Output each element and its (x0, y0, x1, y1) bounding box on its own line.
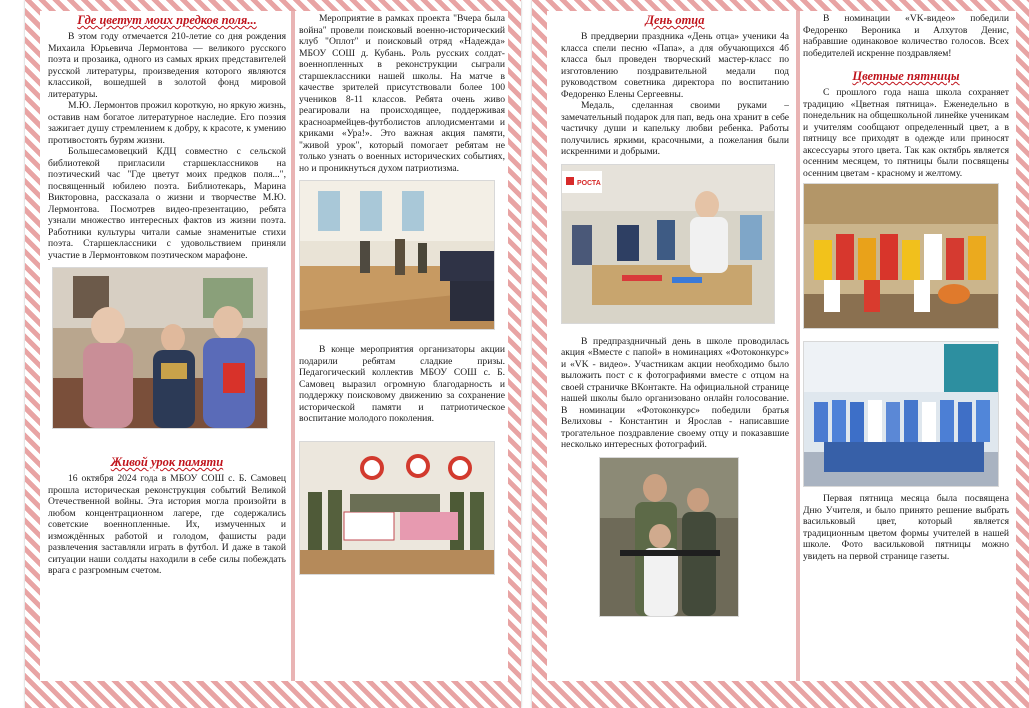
photo-team-banner (299, 441, 495, 575)
banner-rosta: РОСТА (577, 179, 601, 187)
photo-library-event (52, 267, 268, 429)
photo-father-with-sons (599, 457, 739, 617)
photo-gym-reconstruction (299, 180, 495, 330)
page-right-content (547, 11, 1016, 681)
photo-autumn-friday (803, 183, 999, 329)
paragraph: Медаль, сделанная своими руками – замечательный подарок для пап, ведь она хранит в себе частичку души и капельку любви ребенка. Работы получились яркими, красочными, а пожелания были искренними и добрыми. (561, 100, 789, 157)
paragraph: 16 октября 2024 года в МБОУ СОШ с. Б. Самовец прошла историческая реконструкция событий Великой Отечественной войны. Эта история могла произойти в любом концентрационном лагере, где содержались советские военнопленные. Их, измученных и измождённых работой и голодом, фашисты ради развлечения заставляли играть в футбол. И даже в такой ситуации наши солдаты находили в себе силы побеждать врага с разгромным счетом. (48, 473, 286, 576)
paragraph: В номинации «VK-видео» победили Федоренко Вероника и Алхутов Денис, набравшие одинаковое количество голосов. Всех победителей искренне поздравляем! (803, 13, 1009, 59)
paragraph: В предпраздничный день в школе проводилась акция «Вместе с папой» в номинациях «Фотоконкурс» и «VK - видео». Участникам акции необходимо было выложить пост с к фотографиями вместе с отцом на своей страничке ВКонтакте. На официальной странице нашей школы было организовано онлайн голосование. В номинации «Фотоконкурс» победили братья Велиховы - Константин и Ярослав - написавшие трогательное поздравление своему отцу и показавшие несколько интересных фотографий. (561, 335, 789, 450)
paragraph: Большесамовецкий КДЦ совместно с сельской библиотекой пригласили старшеклассников на поэтический час "Где цветут моих предков поля...", посвященный юбилею поэта. Библиотекарь, Марина Викторовна, рассказала о жизни и творчестве М.Ю. Лермонтова. Посмотрев видео-презентацию, ребята узнали множество интересных фактов из жизни поэта. Работники культуры читали самые знаменитые стихи поэта. Старшеклассники с удовольствием приняли участие в Лермонтовком поэтическом марафоне. (48, 146, 286, 261)
right-column-1 (561, 11, 789, 681)
heading-fathers-day: День отца (645, 13, 705, 27)
paragraph: В этом году отмечается 210-летие со дня рождения Михаила Юрьевича Лермонтова — великого русского поэта и прозаика, одного из самых ярких представителей русской литературы, произведения которого являются классикой, вошедшей в золотой фонд мировой литературы. (48, 31, 286, 100)
newspaper-page-left (25, 0, 521, 708)
heading-poets-fields: Где цветут моих предков поля... (77, 13, 257, 27)
paragraph: В преддверии праздника «День отца» ученики 4а класса спели песню «Папа», а для обучающихся 4б класса был проведен творческий мастер-класс по изготовлению поздравительной медали под руководством советника директора по воспитанию Федоренко Елены Сергеевны. (561, 31, 789, 100)
photo-master-class (561, 164, 775, 324)
page-left-content (40, 11, 508, 681)
right-column-2 (803, 11, 1009, 681)
paragraph: Мероприятие в рамках проекта "Вчера была война" провели поисковый военно-исторический клуб "Оплот" и поисковый отряд «Надежда» МБОУ СОШ д. Кубань. Роль русских солдат-военнопленных в реконструкции сыграли старшеклассники нашей школы. На матче в качестве зрителей присутствовали более 100 учеников 8-11 классов. Ребята очень живо реагировали на происходящее, поддерживая красноармейцев-футболистов аплодисментами и криками «Ура!». Это важная акция памяти, "живой урок", который помогает ребятам не только узнать о военных исторических событиях, но и проникнуться духом патриотизма. (299, 13, 505, 174)
paragraph: В конце мероприятия организаторы акции подарили ребятам сладкие призы. Педагогический коллектив МБОУ СОШ с. Б. Самовец выразил огромную благодарность и поддержку поисковому движению за сохранение исторической памяти и патриотическое воспитание молодого поколения. (299, 344, 505, 424)
photo-cornflower-friday (803, 341, 999, 487)
left-column-1 (48, 11, 286, 681)
heading-colored-fridays: Цветные пятницы (852, 69, 960, 83)
column-divider (291, 11, 295, 681)
paragraph: С прошлого года наша школа сохраняет традицию «Цветная пятница». Еженедельно в понедельник на общешкольной линейке ученикам и учителям сообщают определенный цвет, а в пятницу все приходят в одежде или приносят аксессуары этого цвета. Так как октябрь является осенним месяцем, то пятницы были посвящены осенним цветам - красному и желтому. (803, 87, 1009, 179)
paragraph: М.Ю. Лермонтов прожил короткую, но яркую жизнь, оставив нам богатое литературное наследие. Его поэзия зажигает душу стремлением к добру, к красоте, к умению противостоять бурям жизни. (48, 100, 286, 146)
paragraph: Первая пятница месяца была посвящена Дню Учителя, и было принято решение выбрать васильковый цвет, который является традиционным цветом формы учителей в нашей школе. Фото васильковой пятницы можно увидеть на первой странице газеты. (803, 493, 1009, 562)
column-divider (796, 11, 800, 681)
newspaper-page-right (532, 0, 1029, 708)
left-column-2 (299, 11, 505, 681)
heading-living-lesson: Живой урок памяти (110, 455, 224, 469)
